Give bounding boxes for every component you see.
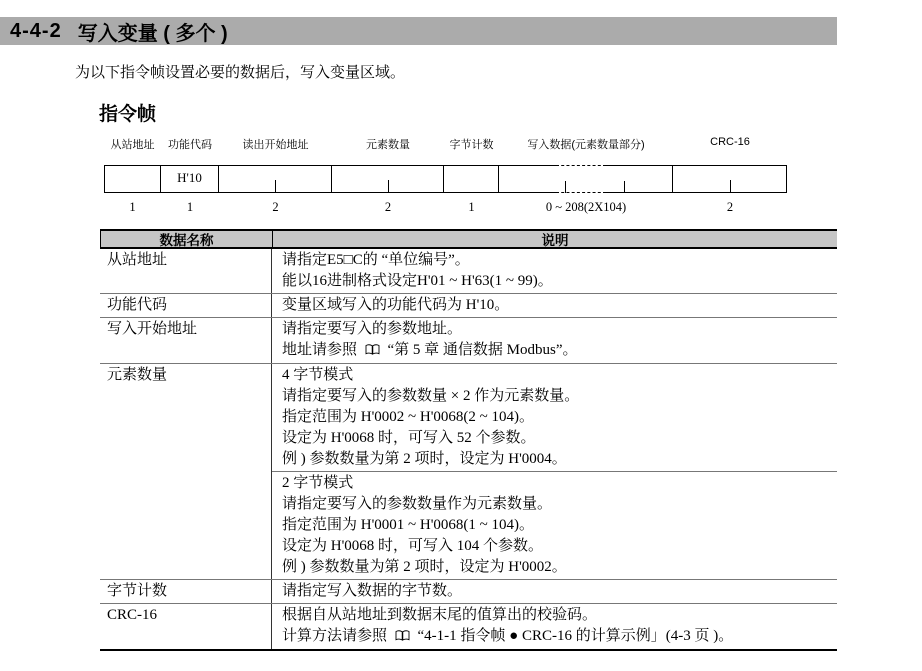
frame-field-labels [104,136,787,150]
row-name: 字节计数 [100,580,272,603]
row-description [272,364,837,579]
book-icon [365,341,380,362]
frame-cell [444,165,499,193]
frame-byte-counts [104,200,787,216]
row-description [272,249,837,293]
frame-heading: 指令帧 [99,104,157,125]
frame-cell-label: 从站地址 [110,139,155,151]
table-header-name: 数据名称 [101,231,273,247]
byte-boundary-tick [730,180,731,192]
row-name: 写入开始地址 [100,318,272,363]
description-block [272,471,837,579]
row-description [272,604,837,649]
frame-cell-count: 1 [186,200,194,214]
description-line: 例 ) 参数数量为第 2 项时，设定为 H'0002。 [282,559,567,575]
intro-text: 为以下指令帧设置必要的数据后，写入变量区域。 [75,65,406,81]
row-description [272,318,837,363]
row-description [272,294,837,317]
description-line: 请指定要写入的参数数量 × 2 作为元素数量。 [282,388,580,404]
table-row [100,364,837,580]
description-block [272,249,837,293]
data-table [100,229,837,651]
byte-boundary-tick [388,180,389,192]
row-name: 从站地址 [100,249,272,293]
frame-cell-value: H'10 [177,170,202,185]
frame-cell-count: 0 ~ 208(2X104) [545,200,627,214]
description-line: 变量区域写入的功能代码为 H'10。 [282,297,510,313]
frame-cell-label: 写入数据(元素数量部分) [527,139,645,151]
frame-cell-count: 1 [468,200,475,214]
section-number: 4-4-2 [10,19,62,42]
description-line: 设定为 H'0068 时，可写入 104 个参数。 [282,538,544,554]
table-row [100,318,837,364]
variable-length-edge [499,192,556,193]
description-block [272,580,837,603]
book-icon [395,627,410,648]
description-block [272,318,837,363]
variable-length-edge [606,192,672,193]
description-line: 请指定要写入的参数地址。 [282,321,463,337]
description-line: 指定范围为 H'0001 ~ H'0068(1 ~ 104)。 [282,517,535,533]
frame-cell-count: 2 [384,200,392,214]
description-line: 地址请参照 “第 5 章 通信数据 Modbus”。 [282,340,831,362]
variable-length-edge [606,165,672,166]
description-block [272,294,837,317]
table-row [100,249,837,294]
description-line: 请指定E5□C的 “单位编号”。 [282,252,470,268]
frame-cell-count: 1 [129,200,136,214]
description-block [272,604,837,649]
table-row [100,580,837,604]
section-title-bar [0,17,837,45]
description-line: 例 ) 参数数量为第 2 项时，设定为 H'0004。 [282,451,567,467]
description-line: 2 字节模式 [282,475,354,491]
page-title: 写入变量 ( 多个 ) [77,22,228,45]
row-name: 功能代码 [100,294,272,317]
description-line: 4 字节模式 [282,367,354,383]
row-name: 元素数量 [100,364,272,579]
description-line: 指定范围为 H'0002 ~ H'0068(2 ~ 104)。 [282,409,535,425]
frame-cell [673,165,787,193]
frame-cell-label: CRC-16 [710,136,750,148]
description-line: 根据自从站地址到数据末尾的值算出的校验码。 [282,607,598,623]
description-line: 请指定要写入的参数数量作为元素数量。 [282,496,553,512]
frame-cell [499,165,673,193]
frame-cell-count: 2 [726,200,734,214]
frame-cell [219,165,332,193]
variable-length-edge [499,165,556,166]
frame-cell-count: 2 [272,200,279,214]
frame-cell-label: 元素数量 [366,139,410,151]
description-line: 请指定写入数据的字节数。 [282,583,463,599]
table-row [100,604,837,651]
frame-cell-label: 读出开始地址 [242,139,309,151]
table-body [100,249,837,651]
frame-cell-label: 字节计数 [449,139,494,151]
frame-byte-boxes [104,165,787,193]
description-line: 计算方法请参照 “4-1-1 指令帧 ● CRC-16 的计算示例」(4-3 页 )。 [282,626,831,648]
table-row [100,294,837,318]
description-block [272,364,837,471]
row-description [272,580,837,603]
byte-boundary-tick [275,180,276,192]
frame-diagram [104,136,787,216]
row-name: CRC-16 [100,604,272,649]
frame-cell [332,165,444,193]
frame-cell [161,165,219,193]
description-line: 能以16进制格式设定H'01 ~ H'63(1 ~ 99)。 [282,273,553,289]
variable-length-edge [556,192,606,193]
frame-cell-label: 功能代码 [168,139,212,151]
frame-cell [104,165,161,193]
table-header-row [100,231,837,249]
variable-length-edge [556,165,606,166]
description-line: 设定为 H'0068 时，可写入 52 个参数。 [282,430,536,446]
table-header-description: 说明 [541,233,569,248]
